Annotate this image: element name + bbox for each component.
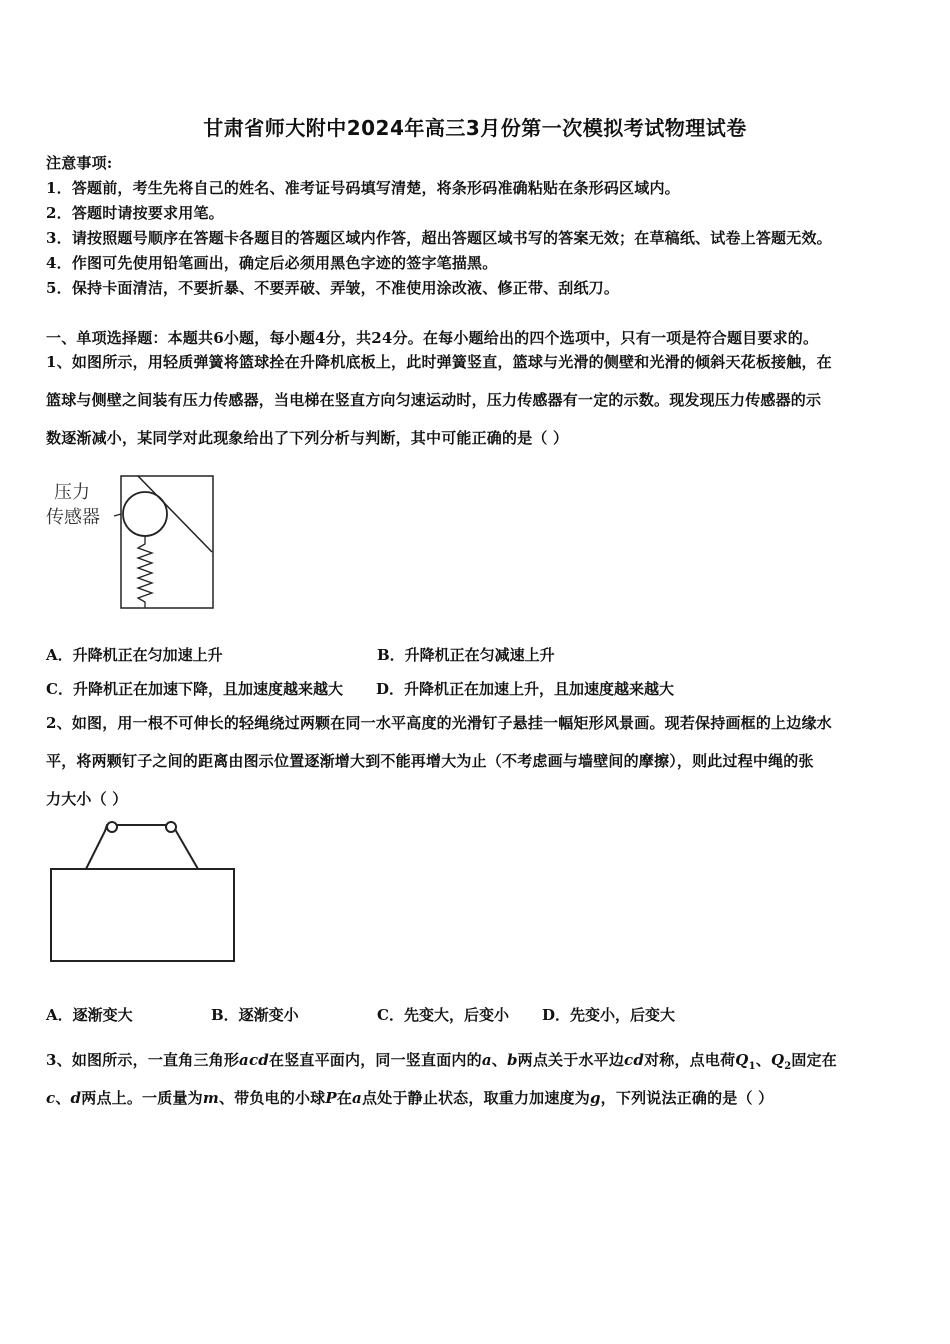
figure-label-sensor: 传感器 — [46, 507, 100, 528]
section-heading: 一、单项选择题：本题共6小题，每小题4分，共24分。在每小题给出的四个选项中，只有一项是符合题目要求的。 — [46, 329, 819, 347]
q1-text-line-1: 1、如图所示，用轻质弹簧将篮球拴在升降机底板上，此时弹簧竖直，篮球与光滑的侧壁和光滑的倾斜天花板接触，在 — [46, 353, 832, 371]
q2-figure — [46, 815, 240, 967]
q2-option-a: A．逐渐变大 — [46, 1006, 133, 1024]
q1-option-c: C．升降机正在加速下降，且加速度越来越大 — [46, 680, 343, 698]
figure-label-pressure: 压力 — [54, 482, 90, 503]
inclined-ceiling — [138, 476, 212, 552]
sensor-pointer — [114, 514, 121, 516]
q2-text-line-2: 平，将两颗钉子之间的距离由图示位置逐渐增大到不能再增大为止（不考虑画与墙壁间的摩擦），则此过程中绳的张 — [46, 752, 814, 770]
q1-text-line-3: 数逐渐减小，某同学对此现象给出了下列分析与判断，其中可能正确的是（ ） — [46, 429, 569, 447]
nail-left — [107, 822, 117, 832]
notice-heading: 注意事项: — [46, 154, 113, 172]
q2-option-b: B．逐渐变小 — [211, 1006, 299, 1024]
q1-option-d: D．升降机正在加速上升，且加速度越来越大 — [376, 680, 675, 698]
q1-option-b: B．升降机正在匀减速上升 — [377, 646, 555, 664]
q3-text-line-2: c、d两点上。一质量为m、带负电的小球P在a点处于静止状态，取重力加速度为g，下列说法正确的是（ ） — [46, 1089, 774, 1107]
spring — [138, 536, 152, 608]
notice-item-5: 5．保持卡面清洁，不要折暴、不要弄破、弄皱，不准使用涂改液、修正带、刮纸刀。 — [46, 279, 620, 297]
q1-text-line-2: 篮球与侧壁之间装有压力传感器，当电梯在竖直方向匀速运动时，压力传感器有一定的示数。现发现压力传感器的示 — [46, 391, 822, 409]
nail-right — [166, 822, 176, 832]
q3-text-line-1: 3、如图所示，一直角三角形acd在竖直平面内，同一竖直面内的a、b两点关于水平边cd对称，点电荷$Q_1$、$Q_2$固定在 — [46, 1051, 837, 1072]
page-title: 甘肃省师大附中2024年高三3月份第一次模拟考试物理试卷 — [203, 116, 747, 140]
notice-item-2: 2．答题时请按要求用笔。 — [46, 204, 224, 222]
notice-item-3: 3．请按照题号顺序在答题卡各题目的答题区域内作答，超出答题区域书写的答案无效；在草稿纸、试卷上答题无效。 — [46, 229, 832, 247]
basketball — [123, 492, 167, 536]
q2-text-line-3: 力大小（ ） — [46, 790, 128, 808]
q2-text-line-1: 2、如图，用一根不可伸长的轻绳绕过两颗在同一水平高度的光滑钉子悬挂一幅矩形风景画。现若保持画框的上边缘水 — [46, 714, 832, 732]
notice-item-4: 4．作图可先使用铅笔画出，确定后必须用黑色字迹的签字笔描黑。 — [46, 254, 498, 272]
q1-figure — [42, 472, 222, 614]
q1-option-a: A．升降机正在匀加速上升 — [46, 646, 223, 664]
notice-item-1: 1．答题前，考生先将自己的姓名、准考证号码填写清楚，将条形码准确粘贴在条形码区域内。 — [46, 179, 680, 197]
rope — [86, 825, 198, 869]
elevator-frame — [121, 476, 213, 608]
picture-frame — [51, 869, 234, 961]
q2-option-c: C．先变大，后变小 — [377, 1006, 509, 1024]
q2-option-d: D．先变小，后变大 — [542, 1006, 676, 1024]
